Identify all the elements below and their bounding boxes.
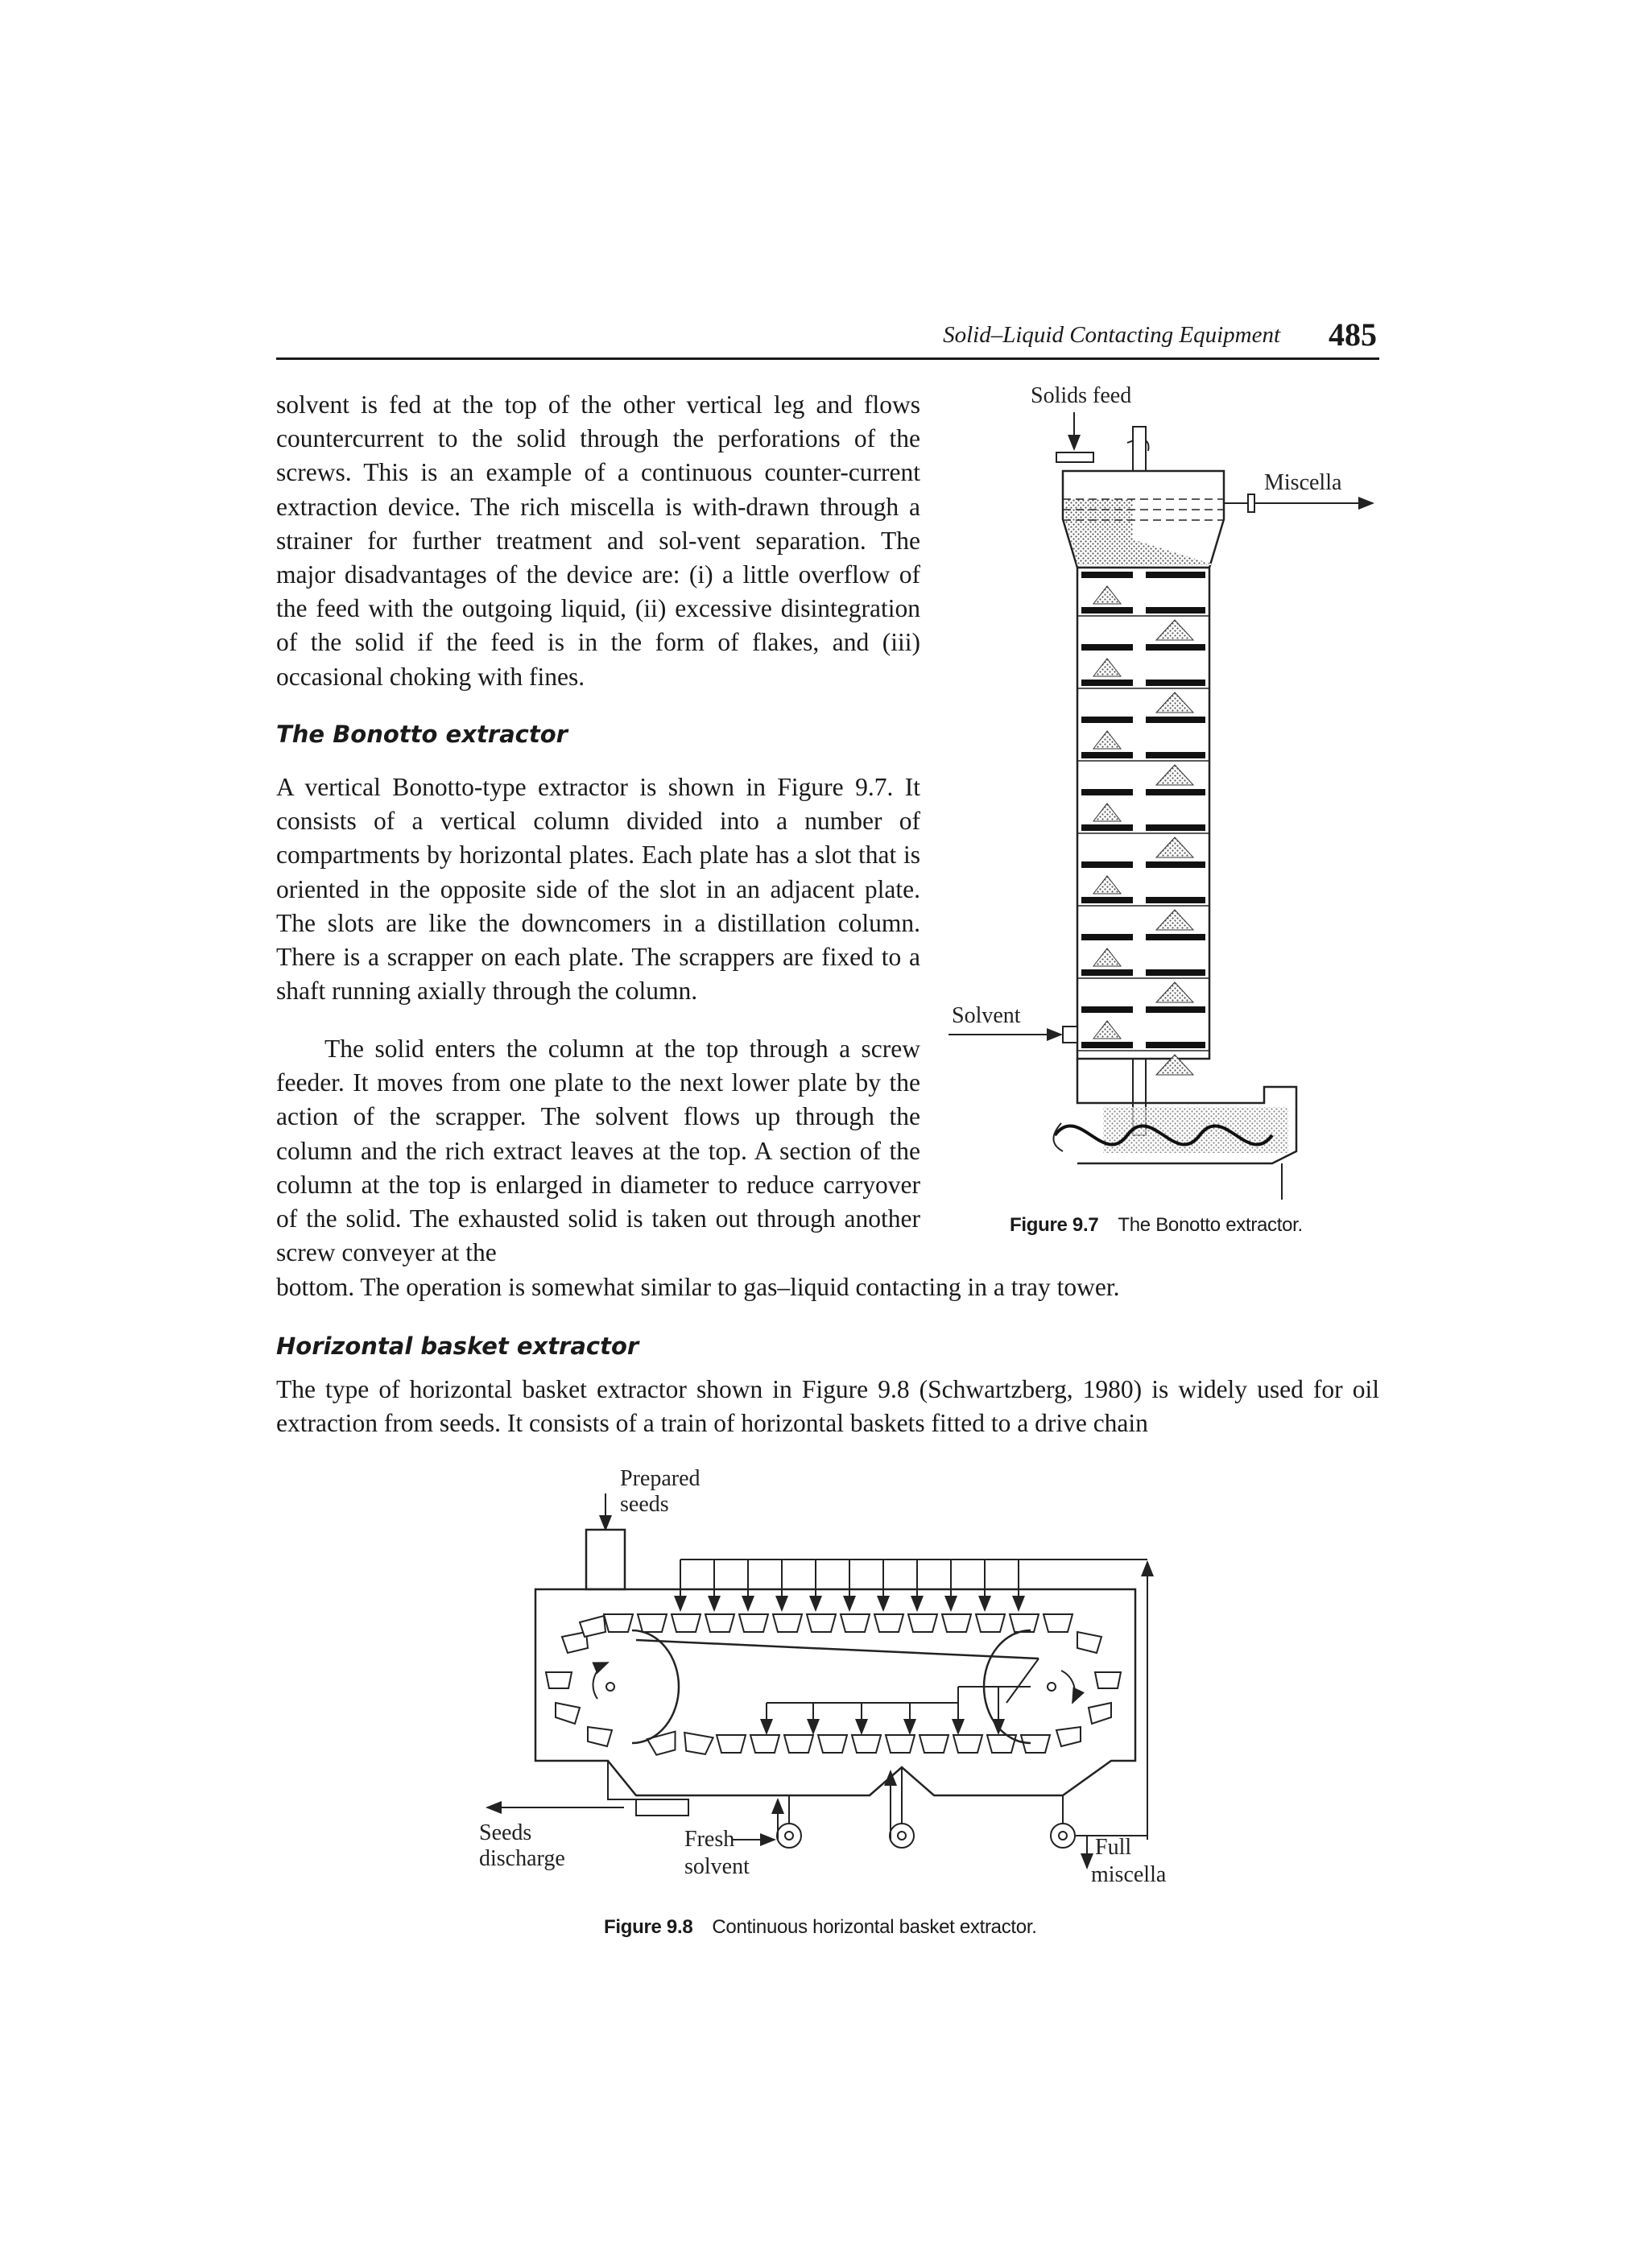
figure-9-8-caption [604,1916,1037,1939]
figure-number: Figure 9.7 [1010,1214,1099,1236]
paragraph-bonotto-operation: The solid enters the column at the top through a screw feeder. It moves from one plate to the next lower plate by the action of the scrapper. The solvent flows up through the column and the rich extract leaves at the top. A section of the column at the top is enlarged in diameter to reduce carryover of the solid. The exhausted solid is taken out through another screw conveyer at the [276,1035,920,1267]
basket-row-bottom [647,1732,1050,1757]
recirculation-header [767,1687,1031,1703]
left-sprocket [632,1630,679,1743]
label-seeds-discharge-2: discharge [479,1846,565,1871]
paragraph-bonotto-operation-end: bottom. The operation is somewhat similar to gas–liquid contacting in a tray tower. [276,1273,1120,1301]
left-sprocket-hub [606,1683,614,1691]
recirculation-arrows [767,1687,998,1733]
pump-2 [890,1767,914,1848]
figure-bonotto-extractor [942,378,1393,1200]
paragraph-screw-extractor: solvent is fed at the top of the other vertical leg and flows countercurrent to the solid through the perforations of the screws. This is an example of a continuous counter-current extraction device. The rich miscella is with-drawn through a strainer for further treatment and sol-vent separation. The major disadvantages of the device are: (i) a little overflow of the feed with the outgoing liquid, (ii) excessive disintegration of the solid if the feed is in the form of flakes, and (iii) occasional choking with fines. [276,390,920,691]
label-fresh: Fresh [684,1827,735,1852]
feed-hopper [586,1530,625,1589]
basket-end-right [1056,1632,1121,1746]
label-miscella: Miscella [1264,470,1342,495]
drive-chain-link [636,1640,1039,1659]
paragraph-basket-description: The type of horizontal basket extractor shown in Figure 9.8 (Schwartzberg, 1980) is widely used for oil extraction from seeds. It consists of a train of horizontal baskets fitted to a drive chain [276,1375,1379,1438]
pump-1 [777,1795,801,1848]
paragraph-bonotto-description: A vertical Bonotto-type extractor is shown in Figure 9.7. It consists of a vertical column divided into a number of compartments by horizontal plates. Each plate has a slot that is oriented in the opposite side of the slot in an adjacent plate. The slots are like the downcomers in a distillation column. There is a scrapper on each plate. The scrappers are fixed to a shaft running axially through the column. [276,773,920,1006]
caption-text: Continuous horizontal basket extractor. [712,1916,1037,1938]
strainer [1248,494,1254,512]
page-number: 485 [1329,316,1377,353]
basket-end-left [546,1616,612,1746]
caption-text: The Bonotto extractor. [1118,1214,1303,1236]
heading-horizontal-basket: Horizontal basket extractor [276,1332,639,1360]
solvent-inlet [1063,1027,1077,1043]
label-seeds-discharge: Seeds [479,1820,532,1845]
header-rule [276,357,1379,360]
label-seeds: seeds [620,1492,669,1517]
left-rotation-arrow [593,1663,608,1699]
label-solvent: Solvent [952,1003,1021,1028]
drive-chain-link [1006,1659,1039,1703]
spray-arrows [680,1560,1019,1610]
running-title: Solid–Liquid Contacting Equipment [943,322,1280,348]
label-solids-feed: Solids feed [1031,383,1132,408]
figure-9-7-caption [1010,1214,1303,1237]
heading-bonotto: The Bonotto extractor [276,721,568,748]
basket-row-top [604,1614,1072,1632]
feed-hopper [1056,452,1093,462]
label-full: Full [1095,1835,1132,1860]
label-full-miscella: miscella [1091,1862,1167,1887]
label-fresh-solvent: solvent [684,1854,750,1879]
right-rotation-arrow [1061,1671,1075,1703]
right-sprocket-hub [1048,1683,1056,1691]
figure-horizontal-basket-extractor [475,1461,1200,1896]
extractor-column [1077,568,1209,1059]
label-prepared: Prepared [620,1466,701,1491]
figure-number: Figure 9.8 [604,1916,693,1938]
